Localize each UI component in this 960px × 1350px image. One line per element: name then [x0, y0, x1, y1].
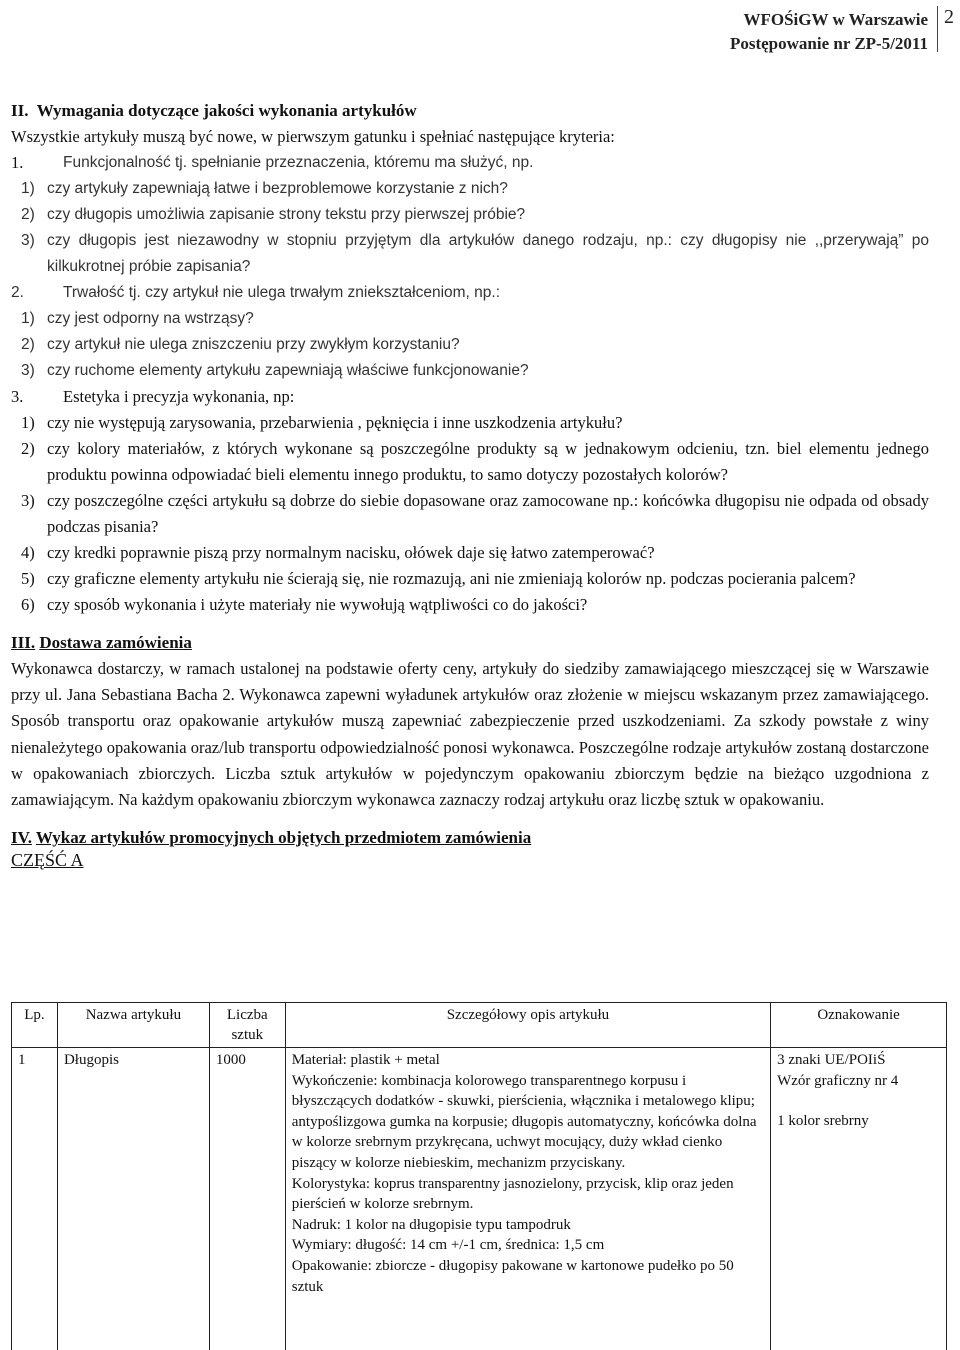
cell-qty: 1000 [209, 1048, 285, 1350]
description-line: Opakowanie: zbiorcze - długopisy pakowane w kartonowe pudełko po 50 sztuk [292, 1256, 764, 1297]
criterion-label: Estetyka i precyzja wykonania, np: [63, 384, 294, 410]
section-4-title: Wykaz artykułów promocyjnych objętych przedmiotem zamówienia [36, 828, 531, 847]
list-item-number: 1) [21, 410, 47, 436]
criterion-1 [11, 150, 929, 176]
section-4-heading [11, 827, 929, 849]
cell-lp: 1 [12, 1048, 58, 1350]
criterion-number: 2. [11, 280, 63, 306]
section-4-number: IV. [11, 828, 32, 847]
list-item-number: 1) [21, 306, 47, 332]
section-2-title: Wymagania dotyczące jakości wykonania artykułów [37, 101, 417, 120]
list-item-number: 3) [21, 228, 47, 280]
page-number: 2 [944, 6, 954, 29]
column-header-name: Nazwa artykułu [57, 1003, 209, 1048]
header-org-name: WFOŚiGW w Warszawie [730, 8, 928, 32]
list-item-number: 3) [21, 358, 47, 384]
criterion-label: Trwałość tj. czy artykuł nie ulega trwałym zniekształceniom, np.: [63, 280, 500, 306]
description-line: Wymiary: długość: 14 cm +/-1 cm, średnica: 1,5 cm [292, 1235, 764, 1256]
list-item-text: czy poszczególne części artykułu są dobrze do siebie dopasowane oraz zamocowane np.: końcówka długopisu nie odpada od obsady podczas pisania? [47, 488, 929, 540]
list-item [21, 176, 929, 202]
list-item-text: czy kredki poprawnie piszą przy normalnym nacisku, ołówek daje się łatwo zatemperować? [47, 540, 929, 566]
section-2-heading [11, 98, 929, 124]
description-line: Wykończenie: kombinacja kolorowego transparentnego korpusu i błyszczących dodatków - skuwki, pierścienia, włącznika i metalowego klipu; antypoślizgowa gumka na korpusie; długopis automatyczny, końcówka dolna w kolorze srebrnym przykręcana, uchwyt mocujący, duży wkład cienko piszący w kolorze niebieskim, mechanizm przyciskany. [292, 1071, 764, 1174]
list-item [21, 592, 929, 618]
column-header-marking: Oznakowanie [771, 1003, 947, 1048]
list-item [21, 228, 929, 280]
list-item-text: czy kolory materiałów, z których wykonane są poszczególne produkty są w jednakowym odcieniu, tzn. biel elementu jednego produktu powinna odpowiadać bieli elementu innego produktu, to samo dotyczy pozostałych kolorów? [47, 436, 929, 488]
section-2-number: II. [11, 101, 28, 120]
document-body [11, 98, 929, 871]
column-header-qty: Liczba sztuk [209, 1003, 285, 1048]
list-item-number: 6) [21, 592, 47, 618]
list-item [21, 488, 929, 540]
header-procedure: Postępowanie nr ZP-5/2011 [730, 32, 928, 56]
criterion-2-list [11, 306, 929, 384]
marking-line: Wzór graficzny nr 4 [777, 1071, 940, 1092]
list-item-text: czy sposób wykonania i użyte materiały nie wywołują wątpliwości co do jakości? [47, 592, 929, 618]
header-divider [937, 6, 938, 52]
list-item-number: 2) [21, 332, 47, 358]
header-org [730, 8, 928, 56]
section-3-title: Dostawa zamówienia [39, 633, 192, 652]
list-item [21, 566, 929, 592]
description-line: Kolorystyka: koprus transparentny jasnozielony, przycisk, klip oraz jeden pierścień w kolorze srebrnym. [292, 1174, 764, 1215]
list-item [21, 202, 929, 228]
list-item [21, 332, 929, 358]
list-item-text: czy jest odporny na wstrząsy? [47, 306, 929, 332]
section-3-paragraph: Wykonawca dostarczy, w ramach ustalonej na podstawie oferty ceny, artykuły do siedziby zamawiającego mieszczącej się w Warszawie przy ul. Jana Sebastiana Bacha 2. Wykonawca zapewni wyładunek artykułów oraz złożenie w miejscu wskazanym przez zamawiającego. Sposób transportu oraz opakowanie artykułów muszą zapewniać zabezpieczenie przed uszkodzeniami. Za szkody powstałe z winy nienależytego opakowania oraz/lub transportu odpowiedzialność ponosi wykonawca. Poszczególne rodzaje artykułów zostaną dostarczone w opakowaniach zbiorczych. Liczba sztuk artykułów w pojedynczym opakowaniu zbiorczym będzie na bieżąco uzgodniona z zamawiającym. Na każdym opakowaniu zbiorczym wykonawca zaznaczy rodzaj artykułu oraz liczbę sztuk w opakowaniu. [11, 656, 929, 813]
cell-marking [771, 1048, 947, 1350]
list-item-number: 2) [21, 436, 47, 488]
list-item-number: 3) [21, 488, 47, 540]
section-3-heading [11, 630, 929, 656]
list-item-text: czy ruchome elementy artykułu zapewniają właściwe funkcjonowanie? [47, 358, 929, 384]
column-header-description: Szczegółowy opis artykułu [285, 1003, 770, 1048]
list-item-text: czy nie występują zarysowania, przebarwienia , pęknięcia i inne uszkodzenia artykułu? [47, 410, 929, 436]
list-item-number: 2) [21, 202, 47, 228]
cell-description [285, 1048, 770, 1350]
list-item-number: 5) [21, 566, 47, 592]
criterion-number: 3. [11, 384, 63, 410]
column-header-lp: Lp. [12, 1003, 58, 1048]
criterion-number: 1. [11, 150, 63, 176]
section-4-part: CZĘŚĆ A [11, 849, 929, 871]
items-table [11, 1002, 947, 1350]
list-item [21, 358, 929, 384]
criterion-2 [11, 280, 929, 306]
table-row [12, 1048, 947, 1350]
page-header [0, 4, 960, 56]
list-item-text: czy artykuł nie ulega zniszczeniu przy zwykłym korzystaniu? [47, 332, 929, 358]
section-3-number: III. [11, 633, 35, 652]
description-line: Materiał: plastik + metal [292, 1050, 764, 1071]
description-line: Nadruk: 1 kolor na długopisie typu tampodruk [292, 1215, 764, 1236]
list-item-number: 1) [21, 176, 47, 202]
list-item-text: czy długopis umożliwia zapisanie strony tekstu przy pierwszej próbie? [47, 202, 929, 228]
list-item-text: czy artykuły zapewniają łatwe i bezproblemowe korzystanie z nich? [47, 176, 929, 202]
criterion-3 [11, 384, 929, 410]
list-item [21, 410, 929, 436]
section-2-intro: Wszystkie artykuły muszą być nowe, w pierwszym gatunku i spełniać następujące kryteria: [11, 124, 929, 150]
list-item-number: 4) [21, 540, 47, 566]
marking-line: 3 znaki UE/POIiŚ [777, 1050, 940, 1071]
list-item [21, 306, 929, 332]
list-item [21, 436, 929, 488]
table-header-row [12, 1003, 947, 1048]
marking-line: 1 kolor srebrny [777, 1111, 940, 1132]
list-item-text: czy graficzne elementy artykułu nie ścierają się, nie rozmazują, ani nie zmieniają kolorów np. podczas pocierania palcem? [47, 566, 929, 592]
criterion-label: Funkcjonalność tj. spełnianie przeznaczenia, któremu ma służyć, np. [63, 150, 533, 176]
list-item [21, 540, 929, 566]
list-item-text: czy długopis jest niezawodny w stopniu przyjętym dla artykułów danego rodzaju, np.: czy długopisy nie ,,przerywają” po kilkukrotnej próbie zapisania? [47, 228, 929, 280]
criterion-1-list [11, 176, 929, 280]
cell-name: Długopis [57, 1048, 209, 1350]
criterion-3-list [11, 410, 929, 618]
